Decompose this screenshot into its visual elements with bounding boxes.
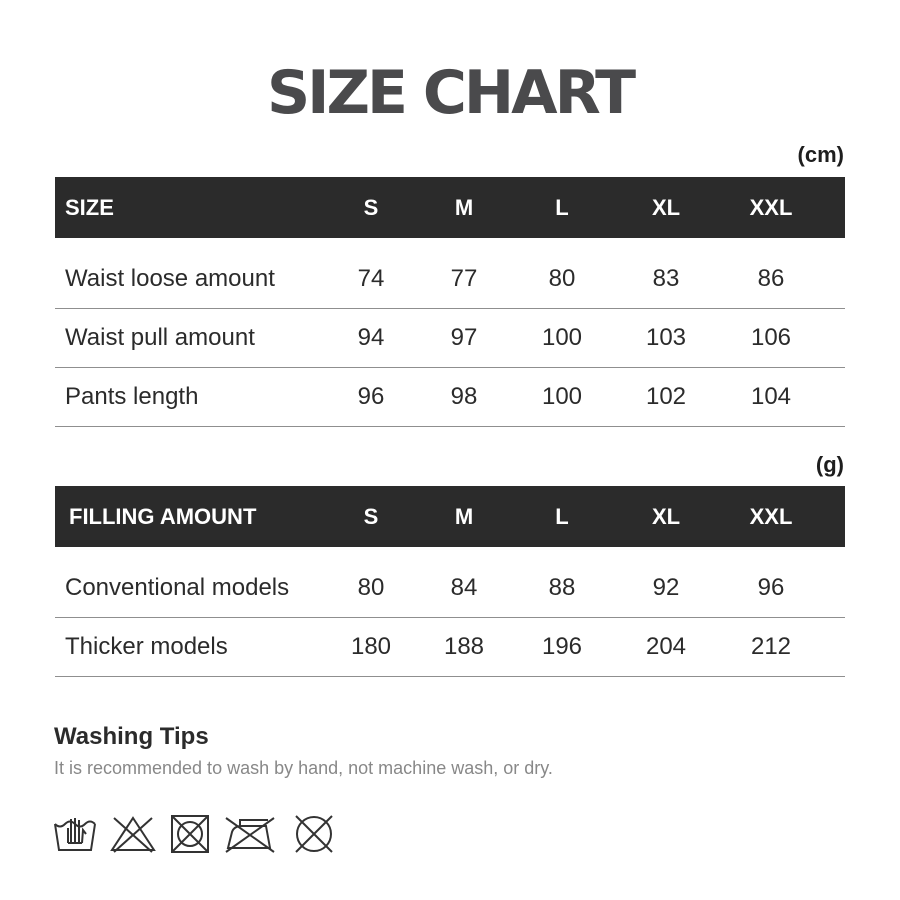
header-cell: SIZE (65, 194, 114, 220)
table-row (55, 559, 845, 618)
row-label: Waist loose amount (65, 265, 275, 292)
row-label: Conventional models (65, 574, 290, 601)
row-label: Pants length (65, 383, 199, 410)
row-label: Thicker models (65, 633, 228, 660)
table-cell: 104 (750, 383, 792, 410)
table-cell: 94 (357, 324, 385, 351)
table-cell: 102 (645, 383, 687, 410)
no-dry-clean-icon (288, 810, 340, 856)
table-cell: 74 (357, 265, 385, 292)
table-cell: 83 (652, 265, 680, 292)
table-cell: 100 (541, 383, 583, 410)
table-cell: 106 (750, 324, 792, 351)
table-row (55, 618, 845, 677)
no-bleach-icon (108, 810, 158, 856)
table-cell: 80 (357, 574, 385, 601)
filling-table (55, 486, 845, 677)
table-cell: 96 (357, 383, 385, 410)
table-cell: 96 (757, 574, 785, 601)
header-cell: L (555, 503, 569, 529)
table-cell: 77 (450, 265, 478, 292)
header-cell: M (454, 194, 474, 220)
header-cell: L (555, 194, 569, 220)
table-row (55, 368, 845, 427)
table-cell: 212 (750, 633, 792, 660)
table-cell: 103 (645, 324, 687, 351)
table-cell: 98 (450, 383, 478, 410)
table-cell: 97 (450, 324, 478, 351)
header-cell: FILLING AMOUNT (69, 503, 257, 529)
no-iron-icon (222, 810, 278, 856)
header-cell: XXL (749, 503, 793, 529)
header-cell: XL (651, 503, 681, 529)
table-row (55, 309, 845, 368)
header-cell: XXL (749, 194, 793, 220)
washing-tips-title: Washing Tips (54, 723, 209, 750)
size-unit-label: (cm) (797, 142, 844, 167)
filling-unit-label: (g) (815, 452, 844, 477)
care-icons (52, 810, 340, 856)
washing-tips-text: It is recommended to wash by hand, not machine wash, or dry. (54, 758, 553, 778)
size-table (55, 177, 845, 427)
table-cell: 196 (541, 633, 583, 660)
header-cell: S (363, 503, 379, 529)
no-tumble-dry-icon (168, 810, 212, 856)
header-cell: M (454, 503, 474, 529)
filling-table-header (55, 486, 845, 547)
table-cell: 84 (450, 574, 478, 601)
table-cell: 180 (350, 633, 392, 660)
row-label: Waist pull amount (65, 324, 255, 351)
table-cell: 92 (652, 574, 680, 601)
table-cell: 80 (548, 265, 576, 292)
header-cell: XL (651, 194, 681, 220)
table-cell: 88 (548, 574, 576, 601)
table-cell: 86 (757, 265, 785, 292)
table-cell: 100 (541, 324, 583, 351)
table-cell: 188 (443, 633, 485, 660)
page-title: SIZE CHART (266, 58, 634, 128)
hand-wash-icon (52, 810, 98, 856)
table-cell: 204 (645, 633, 687, 660)
table-row (55, 250, 845, 309)
size-table-header (55, 177, 845, 238)
header-cell: S (363, 194, 379, 220)
